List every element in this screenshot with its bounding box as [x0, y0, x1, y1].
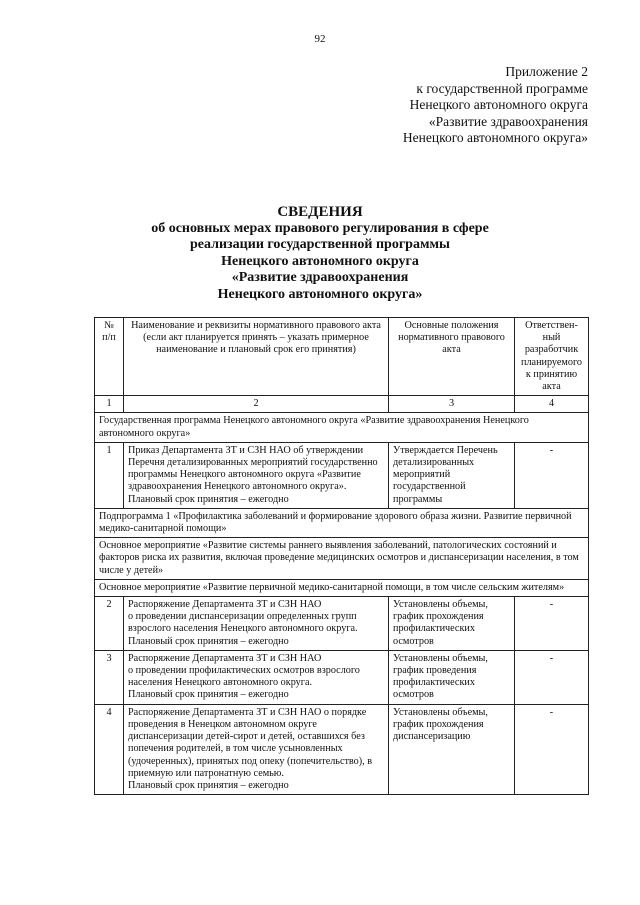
row-number: 2	[95, 597, 124, 651]
act-developer: -	[515, 597, 589, 651]
appendix-line: Приложение 2	[505, 64, 588, 79]
appendix-line: «Развитие здравоохранения	[428, 113, 588, 129]
header-act-name: Наименование и реквизиты нормативного правового акта (если акт планируется принять – указать примерное наименование и плановый срок его принятия)	[124, 318, 389, 396]
program-row	[95, 413, 589, 442]
act-provisions: Утверждается Перечень детализированных мероприятий государственной программы	[389, 442, 515, 508]
act-provisions: Установлены объемы, график проведения профилактических осмотров	[389, 650, 515, 704]
act-developer: -	[515, 442, 589, 508]
column-number: 2	[124, 396, 389, 413]
title-line: об основных мерах правового регулирования в сфере	[151, 220, 489, 236]
act-developer: -	[515, 650, 589, 704]
row-number: 3	[95, 650, 124, 704]
document-title	[0, 204, 640, 303]
measures-table	[94, 317, 589, 795]
header-number: № п/п	[95, 318, 124, 396]
subprogram-title: Подпрограмма 1 «Профилактика заболеваний и формирование здорового образа жизни. Развитие первичной медико-санитарной помощи»	[95, 508, 589, 537]
act-name: Распоряжение Департамента ЗТ и СЗН НАО о порядке проведения в Ненецком автономном округе диспансеризации детей-сирот и детей, оставшихся без попечения родителей, в том числе усыновленных (удочеренных), принятых под опеку (попечительство), в приемную или патронатную семью. Плановый срок принятия – ежегодно	[124, 704, 389, 794]
act-developer: -	[515, 704, 589, 794]
measure-row	[95, 579, 589, 596]
table-row	[95, 650, 589, 704]
appendix-note	[403, 64, 588, 147]
column-number: 1	[95, 396, 124, 413]
table-row	[95, 704, 589, 794]
column-number: 4	[515, 396, 589, 413]
act-provisions: Установлены объемы, график прохождения диспансеризацию	[389, 704, 515, 794]
column-number: 3	[389, 396, 515, 413]
row-number: 1	[95, 442, 124, 508]
appendix-line: к государственной программе	[416, 80, 588, 96]
title-line: Ненецкого автономного округа»	[217, 286, 423, 302]
header-developer: Ответствен-ный разработчик планируемого к принятию акта	[515, 318, 589, 396]
program-title: Государственная программа Ненецкого автономного округа «Развитие здравоохранения Ненецкого автономного округа»	[95, 413, 589, 442]
title-line: Ненецкого автономного округа	[221, 253, 419, 269]
measure-row	[95, 538, 589, 580]
page-number: 92	[314, 33, 326, 45]
title-line: реализации государственной программы	[190, 237, 450, 252]
title-line: «Развитие здравоохранения	[231, 270, 409, 285]
title-main: СВЕДЕНИЯ	[277, 204, 363, 220]
table-row	[95, 442, 589, 508]
act-name: Распоряжение Департамента ЗТ и СЗН НАО о проведении диспансеризации определенных групп взрослого населения Ненецкого автономного округа. Плановый срок принятия – ежегодно	[124, 597, 389, 651]
header-provisions: Основные положения нормативного правового акта	[389, 318, 515, 396]
measure-title: Основное мероприятие «Развитие системы раннего выявления заболеваний, патологических состояний и факторов риска их развития, включая проведение медицинских осмотров и диспансеризации населения, в том числе у детей»	[95, 538, 589, 580]
appendix-line: Ненецкого автономного округа»	[402, 130, 588, 145]
column-number-row	[95, 396, 589, 413]
act-provisions: Установлены объемы, график прохождения профилактических осмотров	[389, 597, 515, 651]
act-name: Приказ Департамента ЗТ и СЗН НАО об утверждении Перечня детализированных мероприятий государственно программы Ненецкого автономного округа «Развитие здравоохранения Ненецкого автономного округа». Плановый срок принятия – ежегодно	[124, 442, 389, 508]
measure-title: Основное мероприятие «Развитие первичной медико-санитарной помощи, в том числе сельским жителям»	[95, 579, 589, 596]
subprogram-row	[95, 508, 589, 537]
act-name: Распоряжение Департамента ЗТ и СЗН НАО о проведении профилактических осмотров взрослого населения Ненецкого автономного округа. Плановый срок принятия – ежегодно	[124, 650, 389, 704]
appendix-line: Ненецкого автономного округа	[409, 97, 588, 112]
table-row	[95, 597, 589, 651]
table-header-row	[95, 318, 589, 396]
row-number: 4	[95, 704, 124, 794]
